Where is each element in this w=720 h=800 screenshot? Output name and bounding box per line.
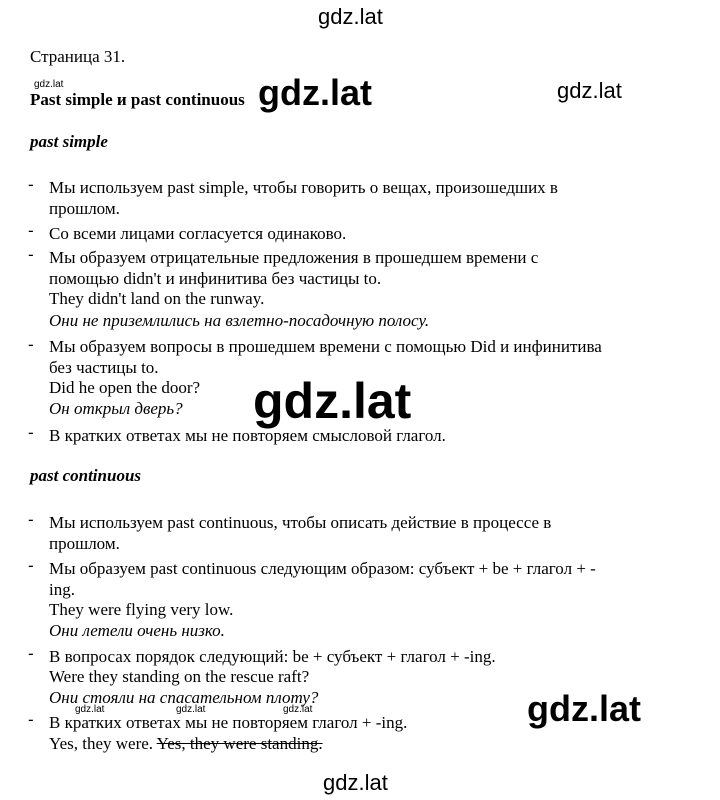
- watermark-bottom-right: gdz.lat: [527, 688, 641, 729]
- list-item-line: прошлом.: [49, 199, 120, 218]
- watermark-top: gdz.lat: [318, 4, 383, 29]
- example-translation: Они не приземлились на взлетно-посадочную полосу.: [49, 311, 430, 330]
- bullet: -: [28, 710, 34, 729]
- list-item-line: Со всеми лицами согласуется одинаково.: [49, 224, 347, 243]
- list-item-line: помощью didn't и инфинитива без частицы to.: [49, 269, 382, 288]
- list-item-line: В кратких ответах мы не повторяем глагол + -ing.: [49, 713, 408, 732]
- example-sentence: Did he open the door?: [49, 378, 201, 397]
- list-item-line: прошлом.: [49, 534, 120, 553]
- list-item-line: Мы образуем отрицательные предложения в прошедшем времени с: [49, 248, 539, 267]
- bullet: -: [28, 221, 34, 240]
- example-translation: Он открыл дверь?: [49, 399, 183, 418]
- list-item-line: В кратких ответах мы не повторяем смысловой глагол.: [49, 426, 446, 445]
- watermark-middle: gdz.lat: [253, 373, 412, 429]
- example-sentence: [49, 734, 323, 754]
- watermark-bottom: gdz.lat: [323, 770, 388, 795]
- example-translation: Они летели очень низко.: [49, 621, 225, 640]
- section-title-past-simple: past simple: [30, 132, 108, 151]
- example-sentence: They didn't land on the runway.: [49, 289, 265, 308]
- short-answer: Yes, they were.: [49, 734, 154, 753]
- bullet: -: [28, 175, 34, 194]
- bullet: -: [28, 423, 34, 442]
- list-item-line: ing.: [49, 580, 75, 599]
- list-item-line: Мы образуем past continuous следующим образом: субъект + be + глагол + -: [49, 559, 596, 578]
- bullet: -: [28, 556, 34, 575]
- example-sentence: They were flying very low.: [49, 600, 234, 619]
- example-translation: Они стояли на спасательном плоту?: [49, 688, 319, 707]
- bullet: -: [28, 245, 34, 264]
- list-item-line: без частицы to.: [49, 358, 159, 377]
- example-sentence: Were they standing on the rescue raft?: [49, 667, 310, 686]
- watermark-small: gdz.lat: [75, 704, 105, 715]
- watermark-small: gdz.lat: [34, 79, 64, 90]
- list-item-line: Мы используем past continuous, чтобы описать действие в процессе в: [49, 513, 552, 532]
- page-heading: Past simple и past continuous: [30, 90, 245, 109]
- list-item-line: Мы используем past simple, чтобы говорить о вещах, произошедших в: [49, 178, 558, 197]
- struck-out-answer: Yes, they were standing.: [156, 734, 323, 753]
- watermark-heading-overlay: gdz.lat: [258, 72, 372, 113]
- watermark-small: gdz.lat: [283, 704, 313, 715]
- section-title-past-continuous: past continuous: [30, 466, 142, 485]
- list-item-line: В вопросах порядок следующий: be + субъект + глагол + -ing.: [49, 647, 496, 666]
- list-item-line: Мы образуем вопросы в прошедшем времени с помощью Did и инфинитива: [49, 337, 602, 356]
- watermark-right: gdz.lat: [557, 78, 622, 103]
- bullet: -: [28, 335, 34, 354]
- page-label: Страница 31.: [30, 47, 126, 66]
- bullet: -: [28, 644, 34, 663]
- watermark-small: gdz.lat: [176, 704, 206, 715]
- bullet: -: [28, 510, 34, 529]
